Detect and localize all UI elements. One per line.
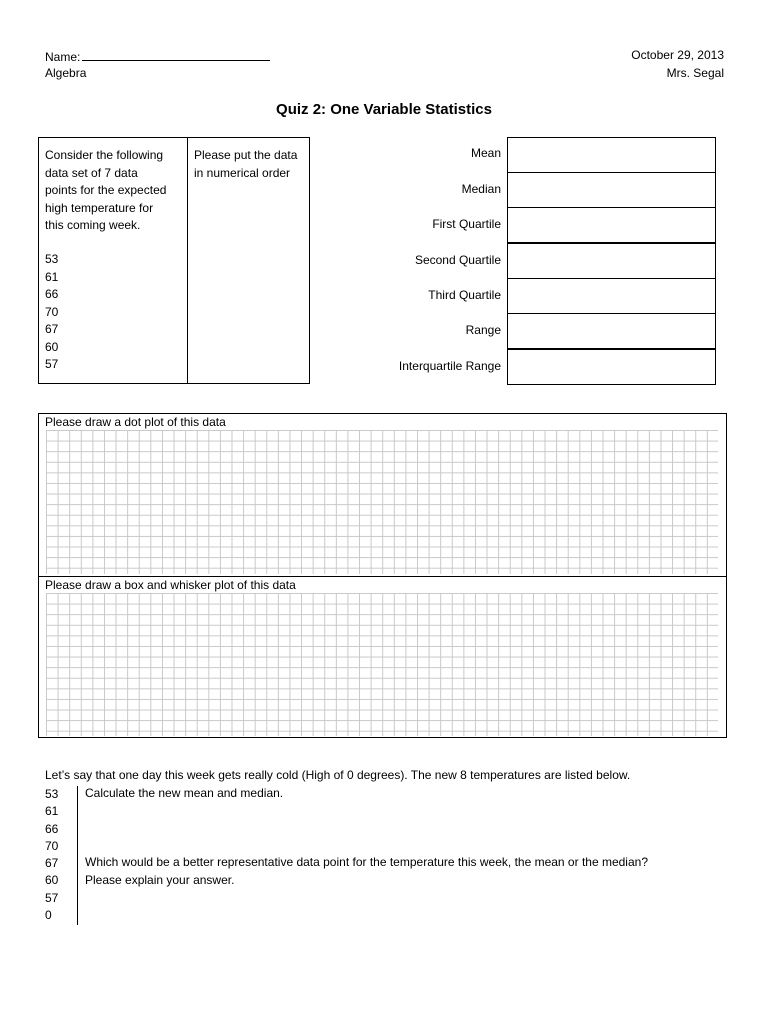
course-name: Algebra — [45, 66, 87, 80]
dot-plot-label: Please draw a dot plot of this data — [45, 415, 226, 429]
mean-answer-box[interactable] — [507, 137, 716, 173]
stat-label-second-quartile: Second Quartile — [414, 253, 501, 267]
order-prompt-line: in numerical order — [194, 165, 291, 180]
explanation-answer-area[interactable] — [85, 891, 715, 931]
box-plot-grid[interactable] — [46, 593, 718, 736]
data-values-list — [45, 251, 58, 374]
second-quartile-answer-box[interactable] — [507, 243, 716, 279]
stat-label-median: Median — [461, 182, 501, 196]
third-quartile-answer-box[interactable] — [507, 278, 716, 314]
data-value: 70 — [45, 304, 59, 319]
instruction-line: this coming week. — [45, 218, 141, 232]
stat-label-interquartile-range: Interquartile Range — [398, 359, 501, 373]
instruction-line: points for the expected — [45, 183, 167, 197]
question-representative-line1: Which would be a better representative data point for the temperature this week, the mean or the median? — [85, 855, 648, 869]
numerical-order-answer-area[interactable] — [189, 188, 307, 378]
new-value: 70 — [45, 838, 59, 853]
cold-day-intro: Let’s say that one day this week gets really cold (High of 0 degrees). The new 8 temperatures are listed below. — [45, 768, 631, 782]
range-answer-box[interactable] — [507, 313, 716, 349]
plot-divider — [38, 576, 727, 577]
question-mean-median: Calculate the new mean and median. — [85, 786, 284, 800]
new-value: 60 — [45, 873, 59, 888]
name-blank-line[interactable] — [82, 48, 270, 61]
new-value: 61 — [45, 804, 59, 819]
new-values-list — [45, 786, 58, 924]
data-value: 67 — [45, 322, 59, 336]
page-title: Quiz 2: One Variable Statistics — [276, 101, 492, 118]
name-label: Name: — [45, 50, 81, 64]
data-value: 60 — [45, 339, 59, 354]
stat-label-third-quartile: Third Quartile — [428, 288, 501, 302]
data-value: 57 — [45, 357, 59, 371]
values-divider-line — [77, 786, 78, 925]
mean-median-answer-area[interactable] — [85, 804, 715, 852]
stat-label-range: Range — [465, 323, 501, 337]
data-set-table — [38, 137, 310, 384]
name-row — [45, 48, 270, 64]
stat-label-first-quartile: First Quartile — [432, 217, 501, 231]
numerical-order-prompt — [194, 147, 309, 182]
quiz-date: October 29, 2013 — [631, 48, 724, 62]
new-value: 53 — [45, 787, 59, 801]
median-answer-box[interactable] — [507, 172, 716, 208]
data-instructions — [45, 147, 185, 235]
new-value: 67 — [45, 856, 59, 871]
dot-plot-grid[interactable] — [46, 430, 718, 574]
data-value: 53 — [45, 252, 59, 266]
box-plot-label: Please draw a box and whisker plot of this data — [45, 578, 296, 592]
first-quartile-answer-box[interactable] — [507, 207, 716, 243]
new-value: 0 — [45, 908, 52, 923]
instruction-line: high temperature for — [45, 200, 154, 215]
interquartile-range-answer-box[interactable] — [507, 349, 716, 385]
new-value: 57 — [45, 890, 59, 905]
order-prompt-line: Please put the data — [194, 148, 298, 162]
instruction-line: Consider the following — [45, 148, 164, 162]
question-representative-line2: Please explain your answer. — [85, 873, 235, 887]
stat-label-mean: Mean — [470, 146, 501, 160]
instruction-line: data set of 7 data — [45, 165, 138, 180]
data-value: 61 — [45, 269, 59, 284]
new-value: 66 — [45, 821, 59, 836]
data-value: 66 — [45, 287, 59, 301]
teacher-name: Mrs. Segal — [666, 66, 724, 80]
table-divider — [187, 138, 188, 383]
